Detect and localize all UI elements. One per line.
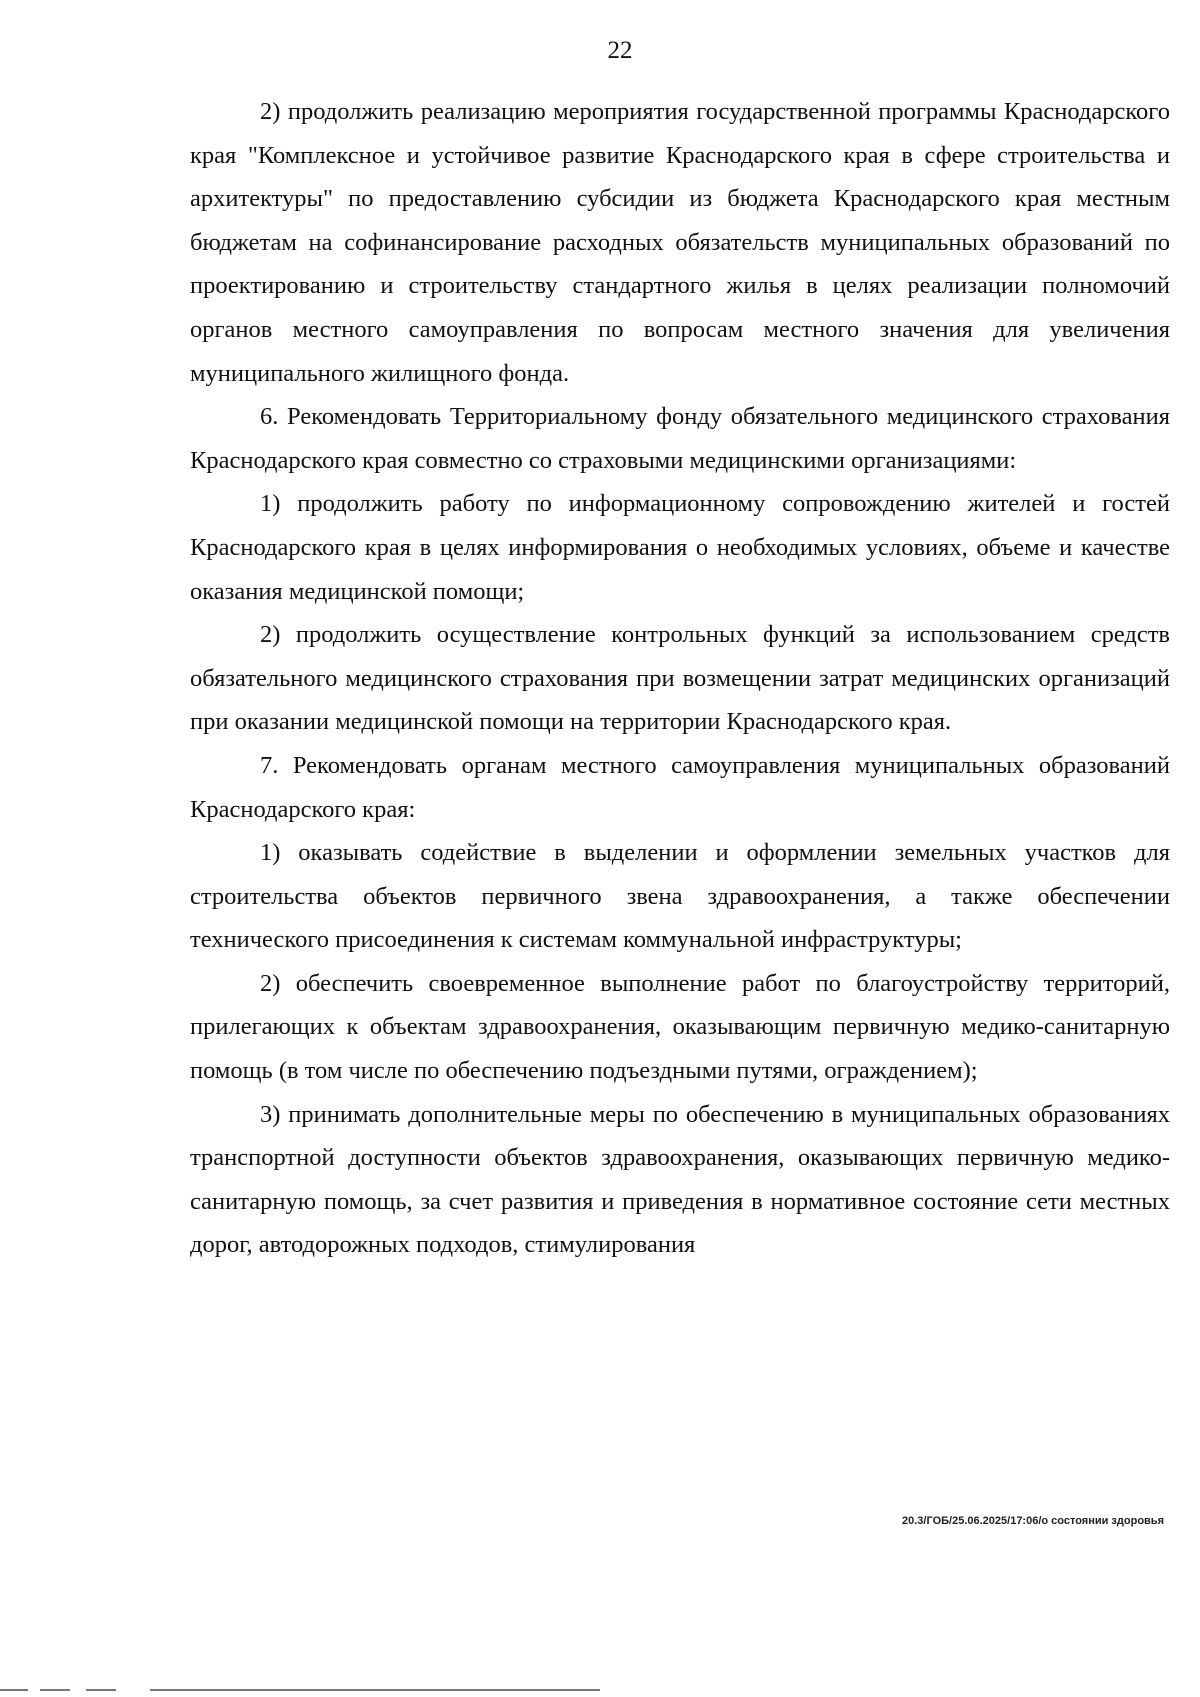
paragraph: 2) обеспечить своевременное выполнение работ по благоустройству территорий, прилегающих к объектам здравоохранения, оказывающим первичную медико-санитарную помощь (в том числе по обеспечению подъездными путями, ограждением); [190, 969, 1170, 1085]
page-number: 22 [607, 37, 633, 64]
paragraph: 1) оказывать содействие в выделении и оформлении земельных участков для строительства объектов первичного звена здравоохранения, а также обеспечении технического присоединения к системам коммунальной инфраструктуры; [190, 839, 1170, 954]
document-body [190, 90, 1170, 1267]
paragraph: 3) принимать дополнительные меры по обеспечению в муниципальных образованиях транспортной доступности объектов здравоохранения, оказывающих первичную медико-санитарную помощь, за счет развития и приведения в нормативное состояние сети местных дорог, автодорожных подходов, стимулирования [190, 1100, 1170, 1259]
paragraph: 2) продолжить осуществление контрольных функций за использованием средств обязательного медицинского страхования при возмещении затрат медицинских организаций при оказании медицинской помощи на территории Краснодарского края. [190, 621, 1170, 736]
paragraph: 7. Рекомендовать органам местного самоуправления муниципальных образований Краснодарского края: [190, 751, 1170, 823]
paragraph: 6. Рекомендовать Территориальному фонду обязательного медицинского страхования Краснодарского края совместно со страховыми медицинскими организациями: [190, 403, 1170, 474]
document-footer-code: 20.3/ГОБ/25.06.2025/17:06/о состоянии здоровья [902, 1515, 1164, 1527]
paragraph: 2) продолжить реализацию мероприятия государственной программы Краснодарского края "Комплексное и устойчивое развитие Краснодарского края в сфере строительства и архитектуры" по предоставлению субсидии из бюджета Краснодарского края местным бюджетам на софинансирование расходных обязательств муниципальных образований по проектированию и строительству стандартного жилья в целях реализации полномочий органов местного самоуправления по вопросам местного значения для увеличения муниципального жилищного фонда. [190, 98, 1170, 387]
scan-edge-marks [0, 1683, 1200, 1697]
paragraph: 1) продолжить работу по информационному сопровождению жителей и гостей Краснодарского края в целях информирования о необходимых условиях, объеме и качестве оказания медицинской помощи; [190, 490, 1170, 605]
